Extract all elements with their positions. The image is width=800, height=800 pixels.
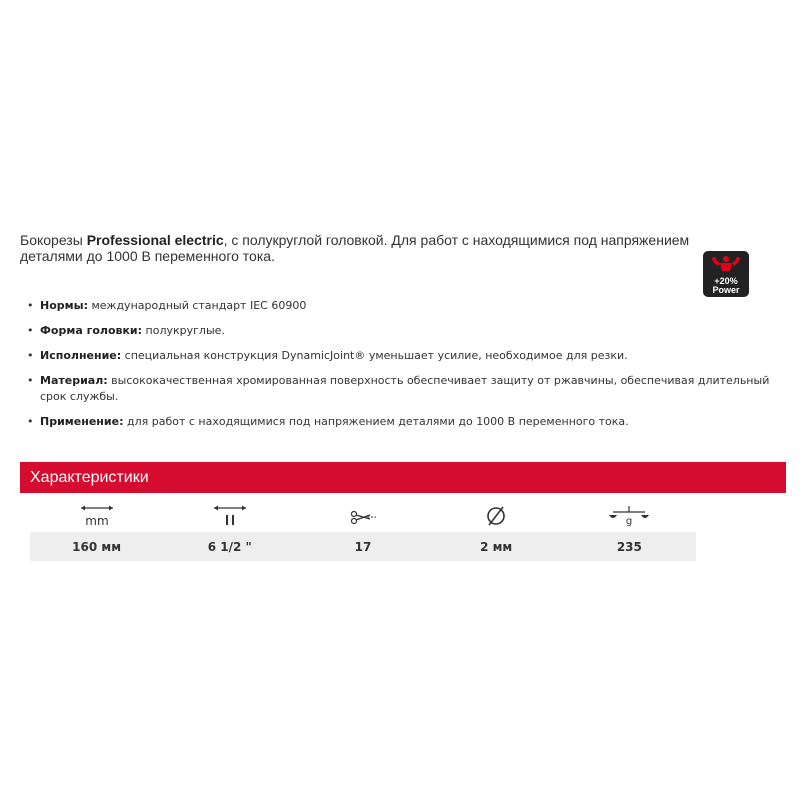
- product-intro: [20, 232, 720, 264]
- feature-item: [26, 298, 771, 314]
- specs-header: Характеристики: [20, 462, 786, 493]
- cutting-icon: [348, 502, 378, 530]
- specs-value-row: [30, 532, 696, 561]
- spec-value-length-mm: 160 мм: [72, 539, 122, 554]
- diameter-icon: [481, 502, 511, 530]
- spec-icon-cell: [563, 500, 696, 532]
- strongman-icon: [712, 255, 740, 275]
- bullet: •: [27, 374, 34, 387]
- intro-prefix: Бокорезы: [20, 232, 87, 248]
- spec-icon-cell: [296, 500, 429, 532]
- badge-line1: +20%: [714, 276, 738, 286]
- feature-label: Форма головки:: [40, 324, 143, 337]
- weight-label: g: [626, 516, 633, 527]
- length-inch-icon: [210, 502, 250, 530]
- feature-item: [26, 348, 771, 364]
- spec-value-length-inch: 6 1/2 ": [207, 539, 252, 554]
- feature-item: [26, 414, 771, 430]
- feature-list: [26, 298, 771, 439]
- spec-value-cutting: 17: [354, 539, 372, 554]
- intro-suffix: , с полукруглой головкой. Для работ с находящимися под напряжением деталями до 1000 В переменного тока.: [20, 232, 690, 264]
- specs-icon-row: [30, 500, 696, 532]
- bullet: •: [27, 299, 34, 312]
- feature-text: специальная конструкция DynamicJoint® уменьшает усилие, необходимое для резки.: [121, 349, 628, 362]
- feature-text: высококачественная хромированная поверхность обеспечивает защиту от ржавчины, обеспечивая длительный срок службы.: [40, 374, 770, 403]
- feature-label: Исполнение:: [40, 349, 122, 362]
- spec-icon-cell: [30, 500, 163, 532]
- bullet: •: [27, 324, 34, 337]
- feature-label: Применение:: [40, 415, 124, 428]
- feature-item: [26, 373, 771, 405]
- feature-text: международный стандарт IEC 60900: [87, 299, 307, 312]
- spec-value-weight: 235: [616, 539, 642, 554]
- feature-text: полукруглые.: [142, 324, 225, 337]
- feature-label: Нормы:: [40, 299, 88, 312]
- feature-item: [26, 323, 771, 339]
- spec-icon-cell: [430, 500, 563, 532]
- spec-icon-cell: [163, 500, 296, 532]
- weight-icon: [607, 502, 651, 530]
- length-mm-label: mm: [84, 514, 109, 528]
- length-mm-icon: [77, 502, 117, 530]
- badge-line2: Power: [712, 285, 740, 295]
- feature-text: для работ с находящимися под напряжением деталями до 1000 В переменного тока.: [123, 415, 629, 428]
- spec-value-diameter: 2 мм: [480, 539, 513, 554]
- bullet: •: [27, 415, 34, 428]
- bullet: •: [27, 349, 34, 362]
- power-badge: [703, 251, 749, 297]
- intro-product-name: Professional electric: [86, 232, 224, 248]
- feature-label: Материал:: [40, 374, 108, 387]
